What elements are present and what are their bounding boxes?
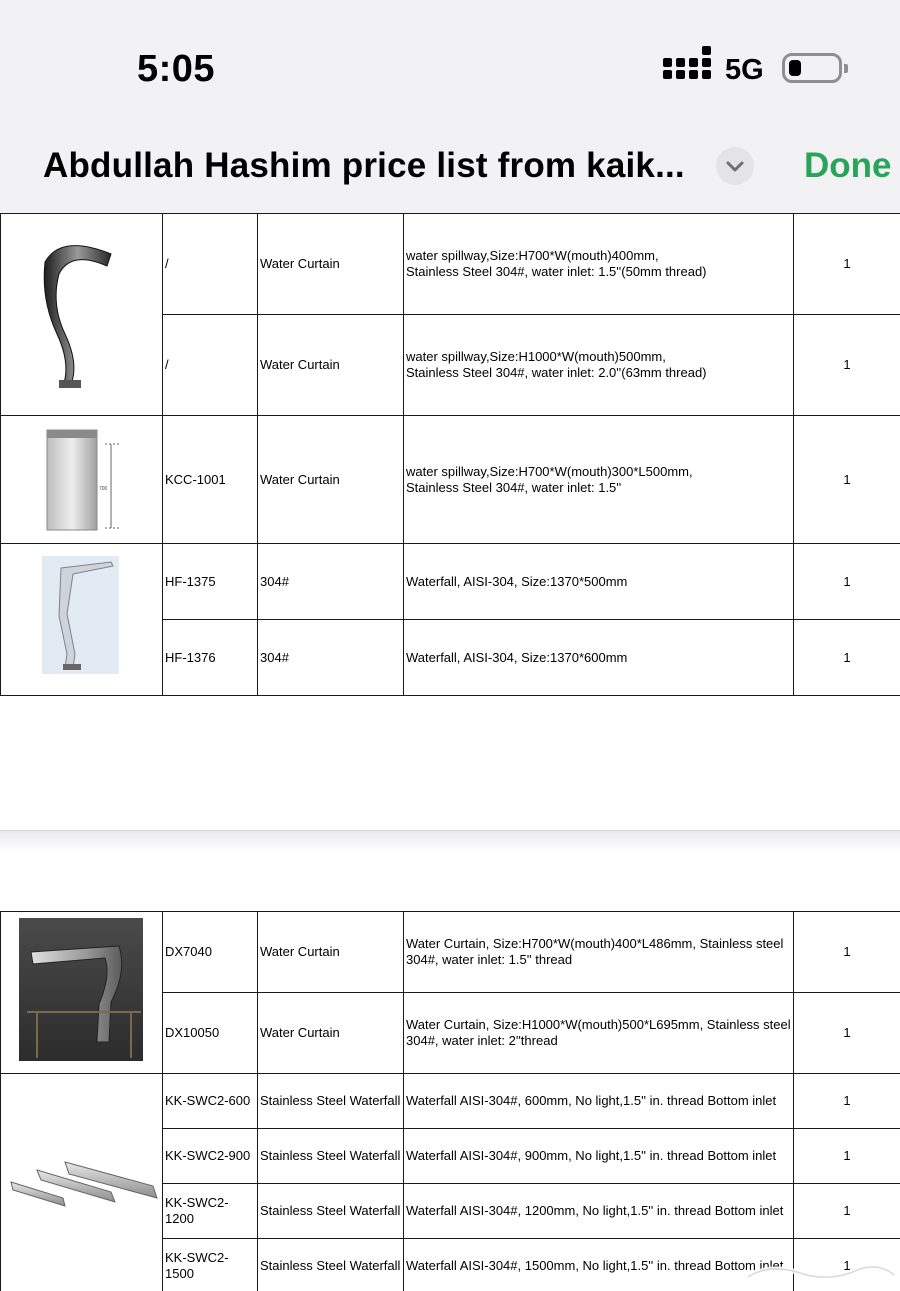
qty-cell: 1	[794, 1239, 900, 1291]
model-cell: KK-SWC2-1200	[163, 1184, 258, 1239]
model-cell: /	[163, 214, 258, 315]
description-cell: water spillway,Size:H700*W(mouth)300*L500mm, Stainless Steel 304#, water inlet: 1.5''	[404, 416, 794, 544]
description-cell: Waterfall AISI-304#, 1500mm, No light,1.5'' in. thread Bottom inlet	[404, 1239, 794, 1291]
description-cell: Water Curtain, Size:H700*W(mouth)400*L486mm, Stainless steel 304#, water inlet: 1.5'' thread	[404, 912, 794, 993]
qty-cell: 1	[794, 1074, 900, 1129]
description-cell: Waterfall AISI-304#, 1200mm, No light,1.5'' in. thread Bottom inlet	[404, 1184, 794, 1239]
table-row	[1, 416, 900, 544]
qty-cell: 1	[794, 214, 900, 315]
battery-icon	[782, 53, 842, 83]
model-cell: KCC-1001	[163, 416, 258, 544]
model-cell: /	[163, 315, 258, 416]
model-cell: KK-SWC2-600	[163, 1074, 258, 1129]
box-spillway-image	[1, 416, 161, 542]
qty-cell: 1	[794, 1129, 900, 1184]
waterfall-blades-image	[1, 1074, 161, 1291]
document-header	[0, 120, 900, 213]
name-cell: Water Curtain	[258, 416, 404, 544]
watermark-logo	[740, 1255, 900, 1291]
status-bar	[0, 0, 900, 120]
done-button[interactable]: Done	[804, 146, 892, 185]
product-image-cell	[1, 416, 163, 544]
product-image-cell	[1, 544, 163, 696]
signal-icon	[663, 52, 711, 86]
name-cell: 304#	[258, 620, 404, 696]
product-image-cell	[1, 214, 163, 416]
name-cell: Water Curtain	[258, 315, 404, 416]
price-table-page-2	[0, 911, 900, 1291]
model-cell: DX7040	[163, 912, 258, 993]
description-cell: water spillway,Size:H1000*W(mouth)500mm, Stainless Steel 304#, water inlet: 2.0''(63mm thread)	[404, 315, 794, 416]
qty-cell: 1	[794, 315, 900, 416]
description-cell: Waterfall, AISI-304, Size:1370*600mm	[404, 620, 794, 696]
qty-cell: 1	[794, 993, 900, 1074]
curved-spillway-image	[1, 214, 161, 414]
name-cell: Stainless Steel Waterfall	[258, 1074, 404, 1129]
chevron-down-icon	[725, 157, 745, 175]
document-title[interactable]: Abdullah Hashim price list from kaik...	[43, 146, 685, 185]
qty-cell: 1	[794, 620, 900, 696]
model-cell: KK-SWC2-1500	[163, 1239, 258, 1291]
description-cell: water spillway,Size:H700*W(mouth)400mm, Stainless Steel 304#, water inlet: 1.5''(50mm thread)	[404, 214, 794, 315]
name-cell: Water Curtain	[258, 993, 404, 1074]
dimension-label: 700	[99, 486, 108, 492]
table-row	[1, 544, 900, 620]
model-cell: HF-1376	[163, 620, 258, 696]
angled-waterfall-image	[1, 544, 161, 694]
model-cell: HF-1375	[163, 544, 258, 620]
description-cell: Waterfall AISI-304#, 600mm, No light,1.5'' in. thread Bottom inlet	[404, 1074, 794, 1129]
table-row	[1, 1074, 900, 1129]
table-row	[1, 912, 900, 993]
name-cell: Stainless Steel Waterfall	[258, 1239, 404, 1291]
water-curtain-photo	[1, 912, 161, 1072]
status-time: 5:05	[137, 48, 216, 90]
model-cell: KK-SWC2-900	[163, 1129, 258, 1184]
model-cell: DX10050	[163, 993, 258, 1074]
page-divider	[0, 830, 900, 852]
qty-cell: 1	[794, 912, 900, 993]
name-cell: 304#	[258, 544, 404, 620]
product-image-cell	[1, 912, 163, 1074]
name-cell: Stainless Steel Waterfall	[258, 1129, 404, 1184]
document-viewer[interactable]	[0, 213, 900, 1291]
title-menu-button[interactable]	[716, 147, 754, 185]
name-cell: Water Curtain	[258, 912, 404, 993]
description-cell: Waterfall, AISI-304, Size:1370*500mm	[404, 544, 794, 620]
qty-cell: 1	[794, 416, 900, 544]
qty-cell: 1	[794, 544, 900, 620]
name-cell: Stainless Steel Waterfall	[258, 1184, 404, 1239]
description-cell: Waterfall AISI-304#, 900mm, No light,1.5'' in. thread Bottom inlet	[404, 1129, 794, 1184]
table-row	[1, 214, 900, 315]
network-type: 5G	[725, 54, 764, 86]
description-cell: Water Curtain, Size:H1000*W(mouth)500*L695mm, Stainless steel 304#, water inlet: 2''thread	[404, 993, 794, 1074]
name-cell: Water Curtain	[258, 214, 404, 315]
qty-cell: 1	[794, 1184, 900, 1239]
product-image-cell	[1, 1074, 163, 1291]
price-table-page-1	[0, 213, 900, 696]
